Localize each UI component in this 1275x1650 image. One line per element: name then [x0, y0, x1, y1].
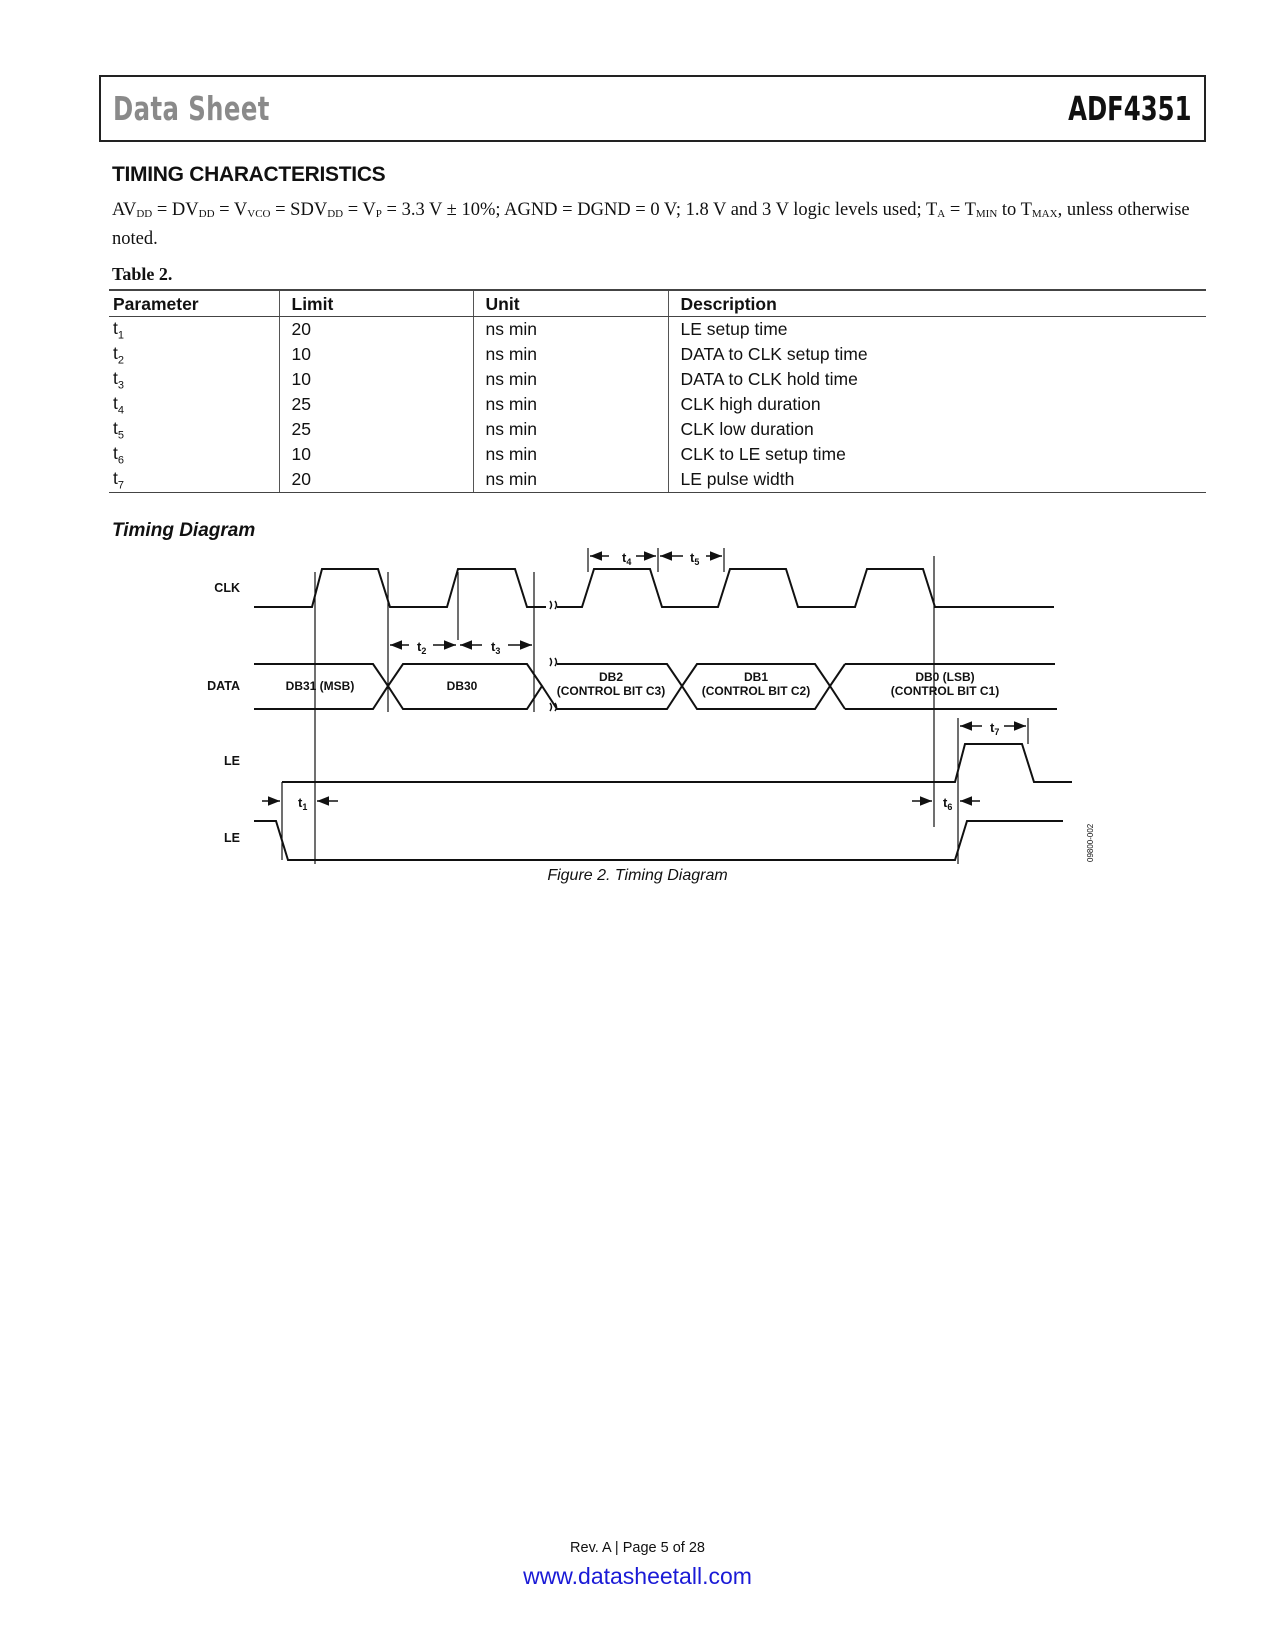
unit-cell: ns min — [473, 417, 668, 442]
diagram-title: Timing Diagram — [112, 520, 256, 541]
table-row — [109, 442, 1206, 467]
table-row — [109, 367, 1206, 392]
conditions-suffix: otherwise noted. — [112, 200, 1190, 249]
timing-label-t1: $t_1$ — [298, 795, 308, 812]
break-mark — [550, 658, 557, 666]
data-field-label: DB2 — [598, 670, 624, 684]
limit-cell: 20 — [279, 317, 473, 343]
header-doc-type: Data Sheet — [113, 89, 270, 128]
clk-waveform — [557, 569, 1054, 607]
data-field-label: DB1 — [743, 670, 769, 684]
timing-label-t3: $t_3$ — [491, 639, 501, 656]
signal-label-le: LE — [224, 754, 240, 768]
table-row — [109, 317, 1206, 343]
figure-caption: Figure 2. Timing Diagram — [547, 867, 728, 884]
unit-cell: ns min — [473, 317, 668, 343]
page-footer: Rev. A | Page 5 of 28 — [570, 1540, 705, 1556]
unit-cell: ns min — [473, 467, 668, 493]
unit-cell: ns min — [473, 367, 668, 392]
param-cell: $t_1$ — [113, 317, 124, 342]
data-field-label: DB0 (LSB) — [915, 670, 975, 684]
table-row — [109, 417, 1206, 442]
unit-cell: ns min — [473, 342, 668, 367]
data-field-label: (CONTROL BIT C1) — [890, 684, 1000, 698]
column-header: Limit — [279, 290, 473, 317]
limit-cell: 25 — [279, 392, 473, 417]
param-cell: $t_2$ — [113, 342, 124, 367]
description-cell: CLK low duration — [668, 417, 1206, 442]
timing-diagram — [0, 540, 1275, 865]
limit-cell: 10 — [279, 442, 473, 467]
le-waveform — [254, 821, 1063, 860]
limit-cell: 25 — [279, 417, 473, 442]
website-link[interactable]: www.datasheetall.com — [523, 1563, 752, 1589]
le-waveform — [282, 744, 1072, 782]
param-cell: $t_3$ — [113, 367, 124, 392]
unit-cell: ns min — [473, 442, 668, 467]
table-row — [109, 467, 1206, 493]
limit-cell: 10 — [279, 367, 473, 392]
param-cell: $t_7$ — [109, 467, 279, 493]
clk-waveform — [254, 569, 546, 607]
table-row — [109, 342, 1206, 367]
timing-label-t6: $t_6$ — [943, 795, 953, 812]
description-cell: CLK high duration — [668, 392, 1206, 417]
timing-label-t4: $t_4$ — [622, 550, 632, 567]
operating-conditions: $AV_{DD} = DV_{DD} = V_{VCO} = SDV_{DD} = V_P = 3.3$ V ± 10%; AGND = DGND = 0 V; 1.8 V and 3 V logic levels used; $T_A = T_{MIN}$ to $T_{MAX}$, unless otherwise noted. — [112, 200, 1190, 249]
signal-label-clk: CLK — [214, 581, 240, 595]
table-header-row — [109, 290, 1206, 317]
param-cell: $t_4$ — [113, 392, 124, 417]
timing-label-t5: $t_5$ — [690, 550, 700, 567]
signal-label-le: LE — [224, 831, 240, 845]
column-header: Parameter — [109, 290, 279, 317]
timing-label-t7: $t_7$ — [990, 720, 1000, 737]
signal-label-data: DATA — [207, 679, 240, 693]
limit-cell: 20 — [279, 467, 473, 493]
column-header: Description — [668, 290, 1206, 317]
data-field-label: (CONTROL BIT C3) — [556, 684, 666, 698]
description-cell: DATA to CLK hold time — [668, 367, 1206, 392]
data-field-label: DB31 (MSB) — [285, 679, 355, 693]
param-cell: $t_6$ — [113, 442, 124, 467]
description-cell: DATA to CLK setup time — [668, 342, 1206, 367]
table-caption: Table 2. — [112, 264, 173, 284]
data-field-label: DB30 — [446, 679, 478, 693]
description-cell: LE setup time — [668, 317, 1206, 343]
page-header — [99, 75, 1206, 142]
description-cell: LE pulse width — [668, 467, 1206, 493]
description-cell: CLK to LE setup time — [668, 442, 1206, 467]
timing-label-t2: $t_2$ — [417, 639, 427, 656]
section-title: TIMING CHARACTERISTICS — [112, 163, 386, 186]
param-cell: $t_5$ — [113, 417, 124, 442]
limit-cell: 10 — [279, 342, 473, 367]
table-row — [109, 392, 1206, 417]
break-mark — [550, 601, 557, 609]
column-header: Unit — [473, 290, 668, 317]
figure-id: 09800-002 — [1086, 823, 1095, 862]
timing-table — [109, 289, 1206, 493]
header-part-number: ADF4351 — [1068, 89, 1192, 128]
unit-cell: ns min — [473, 392, 668, 417]
data-field-label: (CONTROL BIT C2) — [701, 684, 811, 698]
